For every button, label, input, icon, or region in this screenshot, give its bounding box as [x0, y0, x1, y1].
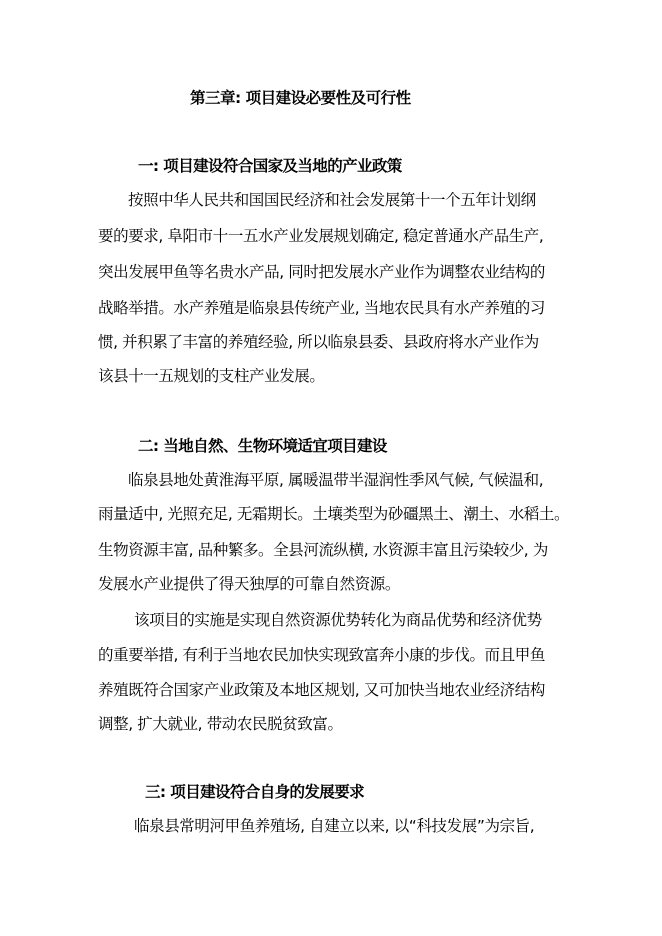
section-heading-1: 一: 项目建设符合国家及当地的产业政策	[138, 157, 402, 175]
paragraph-line: 该项目的实施是实现自然资源优势转化为商品优势和经济优势	[134, 611, 542, 629]
chapter-title: 第三章: 项目建设必要性及可行性	[190, 89, 411, 107]
paragraph-line: 惯, 并积累了丰富的养殖经验, 所以临泉县委、县政府将水产业作为	[98, 333, 539, 351]
paragraph-line: 生物资源丰富, 品种繁多。全县河流纵横, 水资源丰富且污染较少, 为	[98, 541, 548, 559]
paragraph-line: 临泉县常明河甲鱼养殖场, 自建立以来, 以“科技发展”为宗旨,	[134, 817, 535, 835]
paragraph-line: 临泉县地处黄淮海平原, 属暖温带半湿润性季风气候, 气候温和,	[128, 471, 544, 489]
section-heading-3: 三: 项目建设符合自身的发展要求	[145, 783, 364, 801]
section-heading-2: 二: 当地自然、生物环境适宜项目建设	[138, 437, 387, 455]
paragraph-line: 突出发展甲鱼等名贵水产品, 同时把发展水产业作为调整农业结构的	[98, 263, 545, 281]
paragraph-line: 按照中华人民共和国国民经济和社会发展第十一个五年计划纲	[128, 191, 536, 209]
paragraph-line: 要的要求, 阜阳市十一五水产业发展规划确定, 稳定普通水产品生产,	[98, 227, 544, 245]
paragraph-line: 养殖既符合国家产业政策及本地区规划, 又可加快当地农业经济结构	[98, 681, 545, 699]
paragraph-line: 调整, 扩大就业, 带动农民脱贫致富。	[98, 715, 343, 733]
paragraph-line: 发展水产业提供了得天独厚的可靠自然资源。	[98, 575, 401, 593]
paragraph-line: 的重要举措, 有利于当地农民加快实现致富奔小康的步伐。而且甲鱼	[98, 646, 545, 664]
paragraph-line: 该县十一五规划的支柱产业发展。	[98, 367, 325, 385]
paragraph-line: 战略举措。水产养殖是临泉县传统产业, 当地农民具有水产养殖的习	[98, 299, 545, 317]
paragraph-line: 雨量适中, 光照充足, 无霜期长。土壤类型为砂礓黑土、潮土、水稻土。	[98, 505, 570, 523]
